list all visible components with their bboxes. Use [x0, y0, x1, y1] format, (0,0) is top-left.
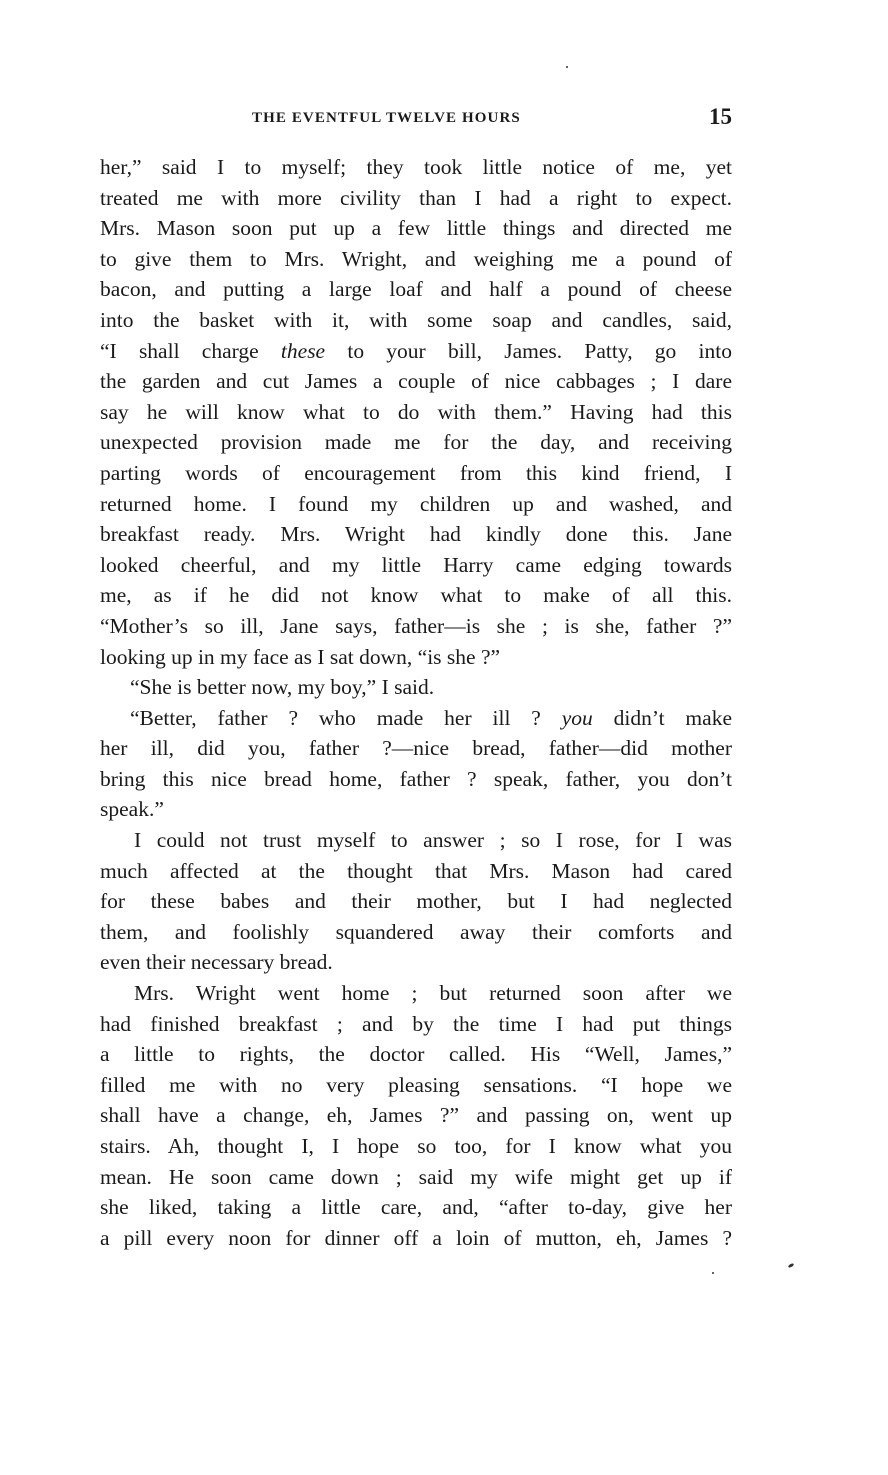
text-line: I could not trust myself to answer ; so I rose, for I was [134, 828, 732, 853]
text-line: “She is better now, my boy,” I said. [130, 675, 435, 700]
text-line: stairs. Ah, thought I, I hope so too, for I know what you [100, 1134, 732, 1158]
text-line: a little to rights, the doctor called. His “Well, James,” [100, 1042, 732, 1067]
page-header [100, 104, 734, 138]
text-line: parting words of encouragement from this kind friend, I [100, 460, 732, 485]
ink-speck [788, 1263, 795, 1269]
text-line: a pill every noon for dinner off a loin of mutton, eh, James ? [100, 1225, 732, 1250]
text-line: “Mother’s so ill, Jane says, father—is she ; is she, father ?” [100, 613, 732, 638]
text-line: her,” said I to myself; they took little notice of me, yet [100, 155, 732, 179]
text-line: shall have a change, eh, James ?” and passing on, went up [100, 1103, 732, 1128]
text-line: Mrs. Mason soon put up a few little things and directed me [100, 216, 732, 241]
page-number: 15 [709, 104, 732, 129]
text-line: Mrs. Wright went home ; but returned soon after we [134, 981, 732, 1006]
text-line: to give them to Mrs. Wright, and weighing me a pound of [100, 246, 732, 271]
text-line: bring this nice bread home, father ? speak, father, you don’t [100, 766, 732, 791]
text-line: “Better, father ? who made her ill ? you didn’t make [130, 705, 732, 730]
running-title: THE EVENTFUL TWELVE HOURS [252, 110, 521, 126]
text-line: had finished breakfast ; and by the time I had put things [100, 1011, 732, 1036]
paragraph [100, 672, 732, 703]
text-line: say he will know what to do with them.” Having had this [100, 399, 732, 424]
text-line: me, as if he did not know what to make of all this. [100, 583, 732, 608]
ink-speck [566, 66, 568, 68]
text-line: even their necessary bread. [100, 950, 333, 975]
text-line: treated me with more civility than I had a right to expect. [100, 185, 732, 210]
text-line: looked cheerful, and my little Harry came edging towards [100, 552, 732, 577]
text-line: “I shall charge these to your bill, James. Patty, go into [100, 338, 732, 363]
paragraph [100, 825, 732, 978]
text-line: she liked, taking a little care, and, “after to-day, give her [100, 1195, 732, 1220]
text-line: for these babes and their mother, but I had neglected [100, 889, 732, 914]
text-line: unexpected provision made me for the day, and receiving [100, 430, 732, 455]
text-line: breakfast ready. Mrs. Wright had kindly done this. Jane [100, 522, 732, 547]
text-line: returned home. I found my children up and washed, and [100, 491, 732, 516]
paragraph [100, 978, 732, 1253]
text-line: them, and foolishly squandered away their comforts and [100, 919, 732, 944]
text-line: mean. He soon came down ; said my wife might get up if [100, 1164, 732, 1189]
text-line: the garden and cut James a couple of nice cabbages ; I dare [100, 369, 732, 394]
paragraph [100, 703, 732, 825]
body-text [100, 152, 732, 1253]
text-line: much affected at the thought that Mrs. Mason had cared [100, 858, 732, 883]
paragraph [100, 152, 732, 672]
text-line: looking up in my face as I sat down, “is she ?” [100, 644, 501, 669]
text-line: into the basket with it, with some soap and candles, said, [100, 307, 732, 332]
text-line: filled me with no very pleasing sensations. “I hope we [100, 1072, 732, 1097]
ink-speck [712, 1272, 714, 1274]
text-line: bacon, and putting a large loaf and half a pound of cheese [100, 277, 732, 302]
text-line: her ill, did you, father ?—nice bread, father—did mother [100, 736, 732, 761]
text-line: speak.” [100, 797, 164, 822]
